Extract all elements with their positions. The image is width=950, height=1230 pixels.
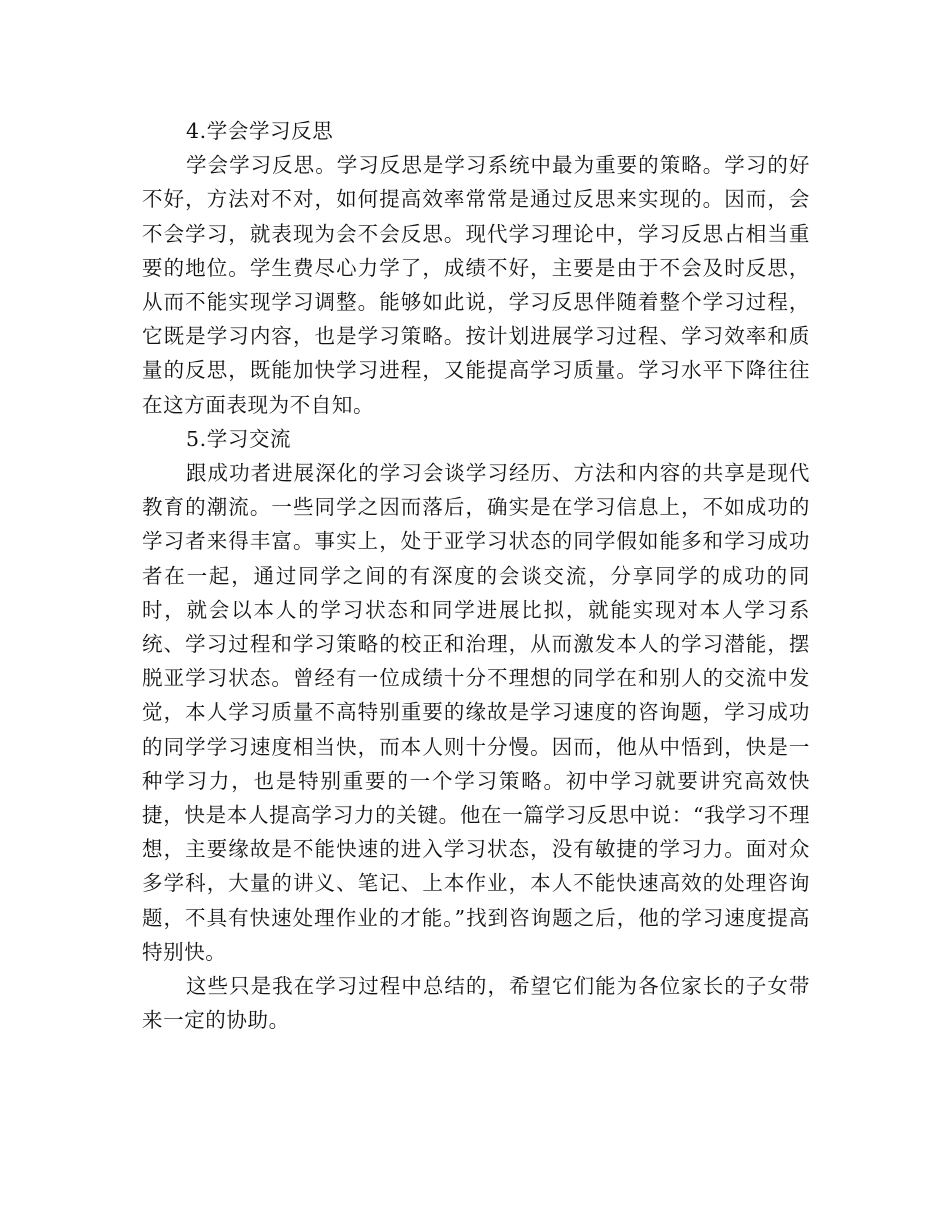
closing-paragraph: 这些只是我在学习过程中总结的，希望它们能为各位家长的子女带来一定的协助。 [142, 974, 810, 1033]
section-paragraph-reflection: 学会学习反思。学习反思是学习系统中最为重要的策略。学习的好不好，方法对不对，如何提高效率常常是通过反思来实现的。因而，会不会学习，就表现为会不会反思。现代学习理论中，学习反思占相当重要的地位。学生费尽心力学了，成绩不好，主要是由于不会及时反思，从而不能实现学习调整。能够如此说，学习反思伴随着整个学习过程，它既是学习内容，也是学习策略。按计划进展学习过程、学习效率和质量的反思，既能加快学习进程，又能提高学习质量。学习水平下降往往在这方面表现为不自知。 [142, 153, 810, 417]
document-body [142, 114, 810, 1037]
section-heading-reflection: 4.学会学习反思 [186, 119, 334, 143]
section-paragraph-communication: 跟成功者进展深化的学习会谈学习经历、方法和内容的共享是现代教育的潮流。一些同学之因而落后，确实是在学习信息上，不如成功的学习者来得丰富。事实上，处于亚学习状态的同学假如能多和学习成功者在一起，通过同学之间的有深度的会谈交流，分享同学的成功的同时，就会以本人的学习状态和同学进展比拟，就能实现对本人学习系统、学习过程和学习策略的校正和治理，从而激发本人的学习潜能，摆脱亚学习状态。曾经有一位成绩十分不理想的同学在和别人的交流中发觉，本人学习质量不高特别重要的缘故是学习速度的咨询题，学习成功的同学学习速度相当快，而本人则十分慢。因而，他从中悟到，快是一种学习力，也是特别重要的一个学习策略。初中学习就要讲究高效快捷，快是本人提高学习力的关键。他在一篇学习反思中说：“我学习不理想，主要缘故是不能快速的进入学习状态，没有敏捷的学习力。面对众多学科，大量的讲义、笔记、上本作业，本人不能快速高效的处理咨询题，不具有快速处理作业的才能。”找到咨询题之后，他的学习速度提高特别快。 [142, 461, 810, 964]
section-heading-communication: 5.学习交流 [186, 426, 292, 451]
